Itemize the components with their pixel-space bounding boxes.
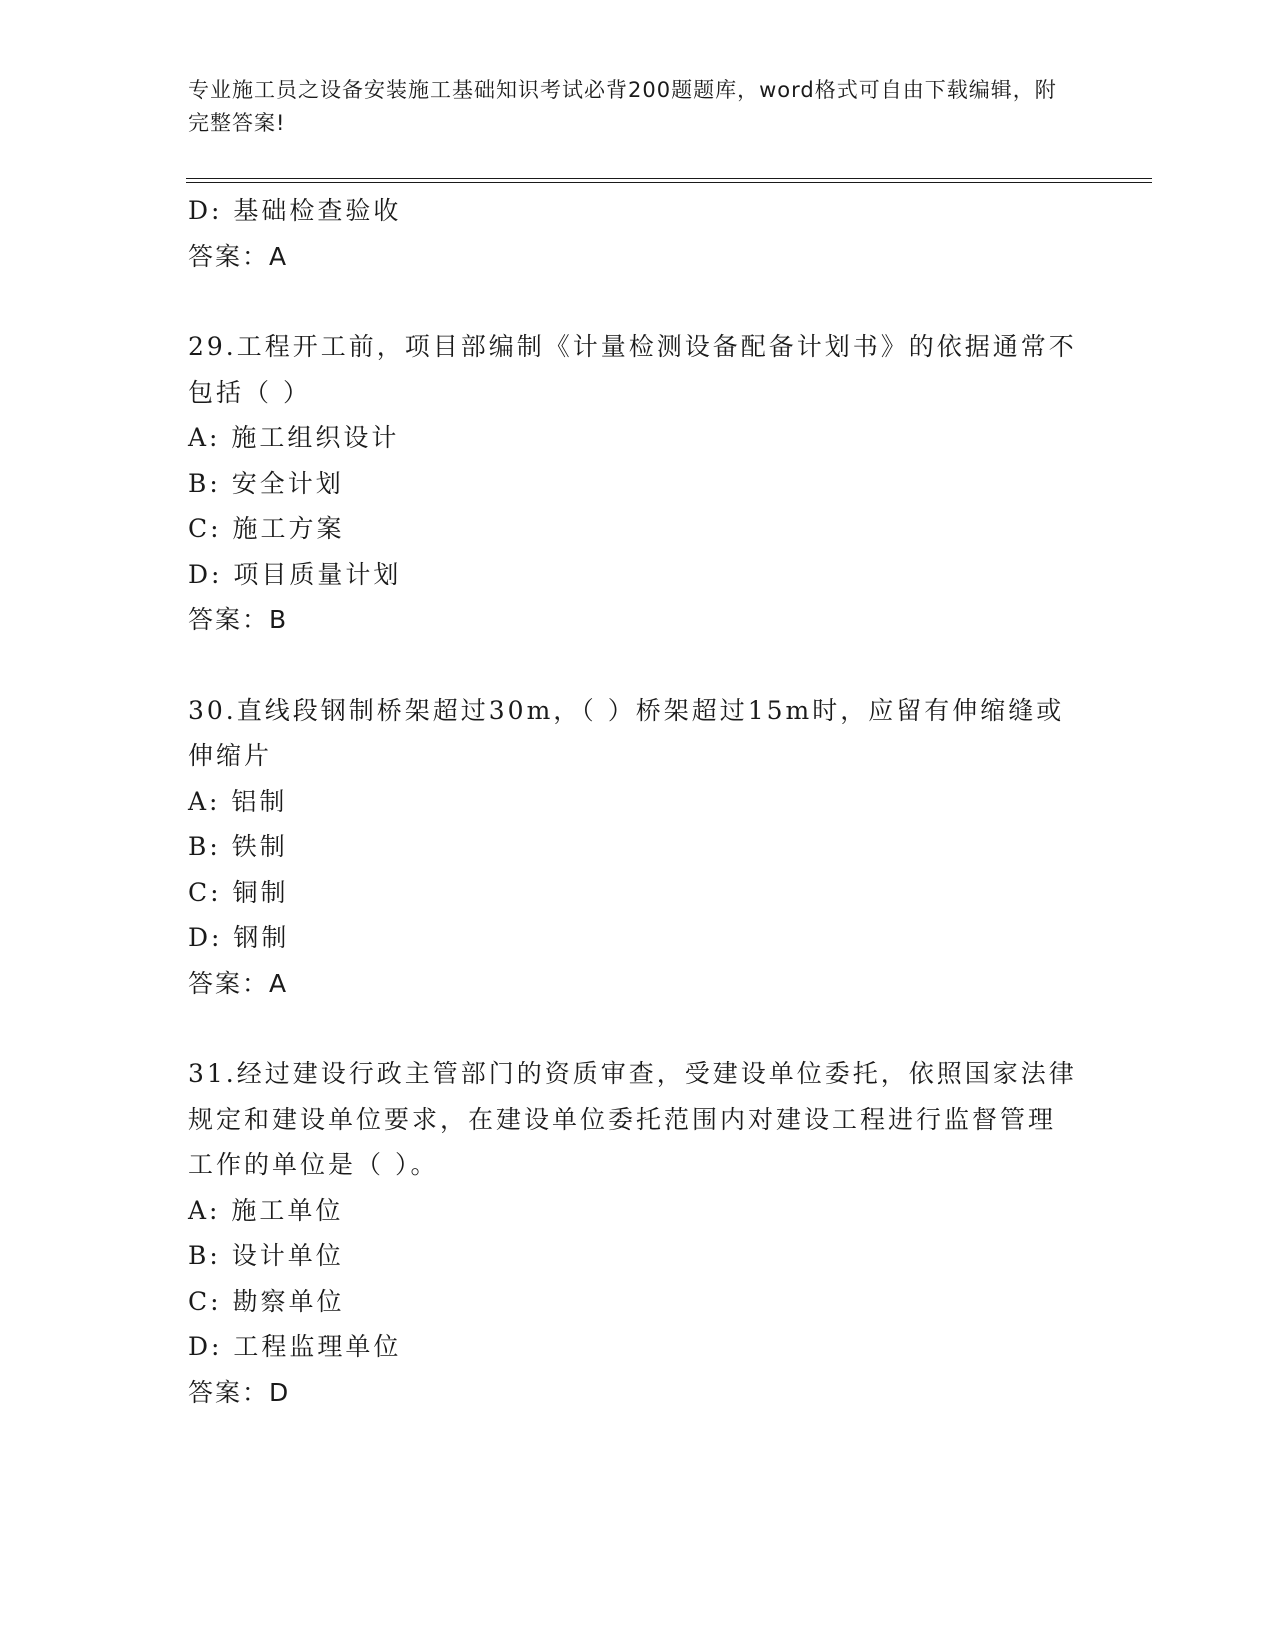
spacer bbox=[188, 643, 1088, 688]
answer-line: 答案：D bbox=[188, 1377, 291, 1407]
question-31 bbox=[188, 1051, 1088, 1415]
option-d: D: 基础检查验收 bbox=[188, 196, 402, 225]
question-text: 29.工程开工前，项目部编制《计量检测设备配备计划书》的依据通常不包括（ ） bbox=[188, 332, 1077, 407]
option-b: B: 安全计划 bbox=[188, 468, 344, 498]
spacer bbox=[188, 279, 1088, 324]
option-a: A: 铝制 bbox=[188, 786, 288, 816]
option-b: B: 设计单位 bbox=[188, 1241, 344, 1270]
answer-line: 答案：B bbox=[188, 605, 289, 634]
option-a: A: 施工组织设计 bbox=[188, 423, 400, 452]
question-30 bbox=[188, 688, 1088, 1007]
document-header bbox=[188, 74, 1068, 140]
question-29 bbox=[188, 324, 1088, 643]
question-text: 30.直线段钢制桥架超过30m，（ ）桥架超过15m时，应留有伸缩缝或伸缩片 bbox=[188, 695, 1065, 770]
header-divider-top bbox=[186, 178, 1152, 179]
question-text: 31.经过建设行政主管部门的资质审查，受建设单位委托，依照国家法律规定和建设单位要求，在建设单位委托范围内对建设工程进行监督管理工作的单位是（ ）。 bbox=[188, 1059, 1077, 1179]
option-d: D: 项目质量计划 bbox=[188, 559, 402, 589]
option-d: D: 工程监理单位 bbox=[188, 1332, 402, 1361]
answer-line: 答案：A bbox=[188, 241, 289, 271]
spacer bbox=[188, 1006, 1088, 1051]
header-divider-bottom bbox=[186, 182, 1152, 183]
option-c: C: 勘察单位 bbox=[188, 1286, 345, 1316]
option-c: C: 施工方案 bbox=[188, 514, 345, 543]
document-body bbox=[188, 188, 1088, 1415]
header-title: 专业施工员之设备安装施工基础知识考试必背200题题库，word格式可自由下载编辑，附完整答案! bbox=[188, 78, 1057, 135]
option-a: A: 施工单位 bbox=[188, 1195, 344, 1225]
option-c: C: 铜制 bbox=[188, 877, 289, 907]
answer-line: 答案：A bbox=[188, 968, 289, 998]
option-d: D: 钢制 bbox=[188, 923, 290, 952]
option-b: B: 铁制 bbox=[188, 832, 288, 861]
previous-question-tail bbox=[188, 188, 1088, 279]
